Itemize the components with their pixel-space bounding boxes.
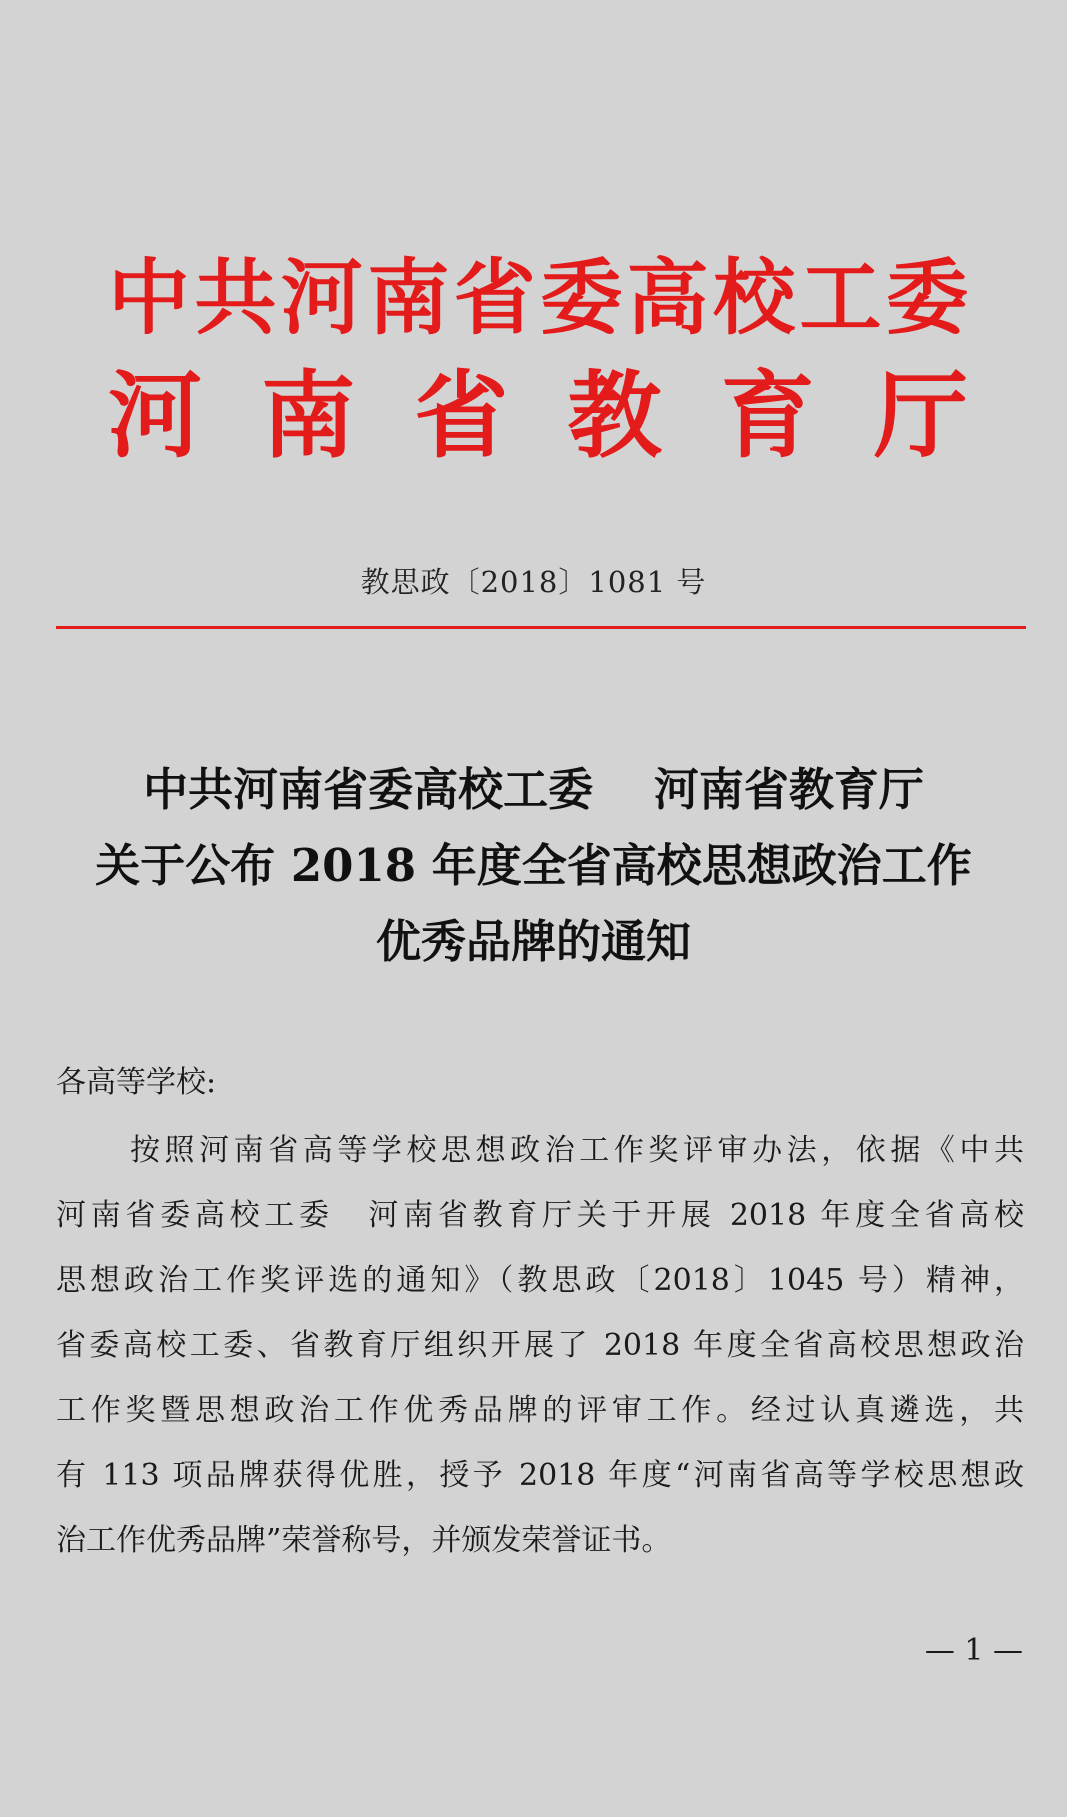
letterhead-issuer-1: 中共河南省委高校工委 [108,250,968,346]
paragraph-line: 按照河南省高等学校思想政治工作奖评审办法，依据《中共 [130,1133,1024,1168]
red-divider-line [56,626,1026,629]
paragraph-line: 河南省委高校工委 河南省教育厅关于开展 2018 年度全省高校 [56,1198,1024,1233]
document-number: 教思政〔2018〕1081 号 [360,565,707,599]
title-line-1: 中共河南省委高校工委 河南省教育厅 [143,763,924,816]
paragraph-line: 省委高校工委、省教育厅组织开展了 2018 年度全省高校思想政治 [56,1328,1024,1363]
paragraph-line: 有 113 项品牌获得优胜，授予 2018 年度“河南省高等学校思想政 [56,1458,1024,1493]
paragraph-line: 工作奖暨思想政治工作优秀品牌的评审工作。经过认真遴选，共 [56,1393,1024,1428]
salutation: 各高等学校: [56,1065,217,1100]
title-line-2: 关于公布 2018 年度全省高校思想政治工作 [95,839,972,892]
title-line-3: 优秀品牌的通知 [375,915,691,968]
letterhead-issuer-2: 河南省教育厅 [108,361,968,471]
paragraph-line: 治工作优秀品牌”荣誉称号，并颁发荣誉证书。 [56,1523,672,1558]
paragraph-line: 思想政治工作奖评选的通知》（教思政〔2018〕1045 号）精神， [56,1263,1024,1298]
page-number: — 1 — [924,1633,1023,1668]
